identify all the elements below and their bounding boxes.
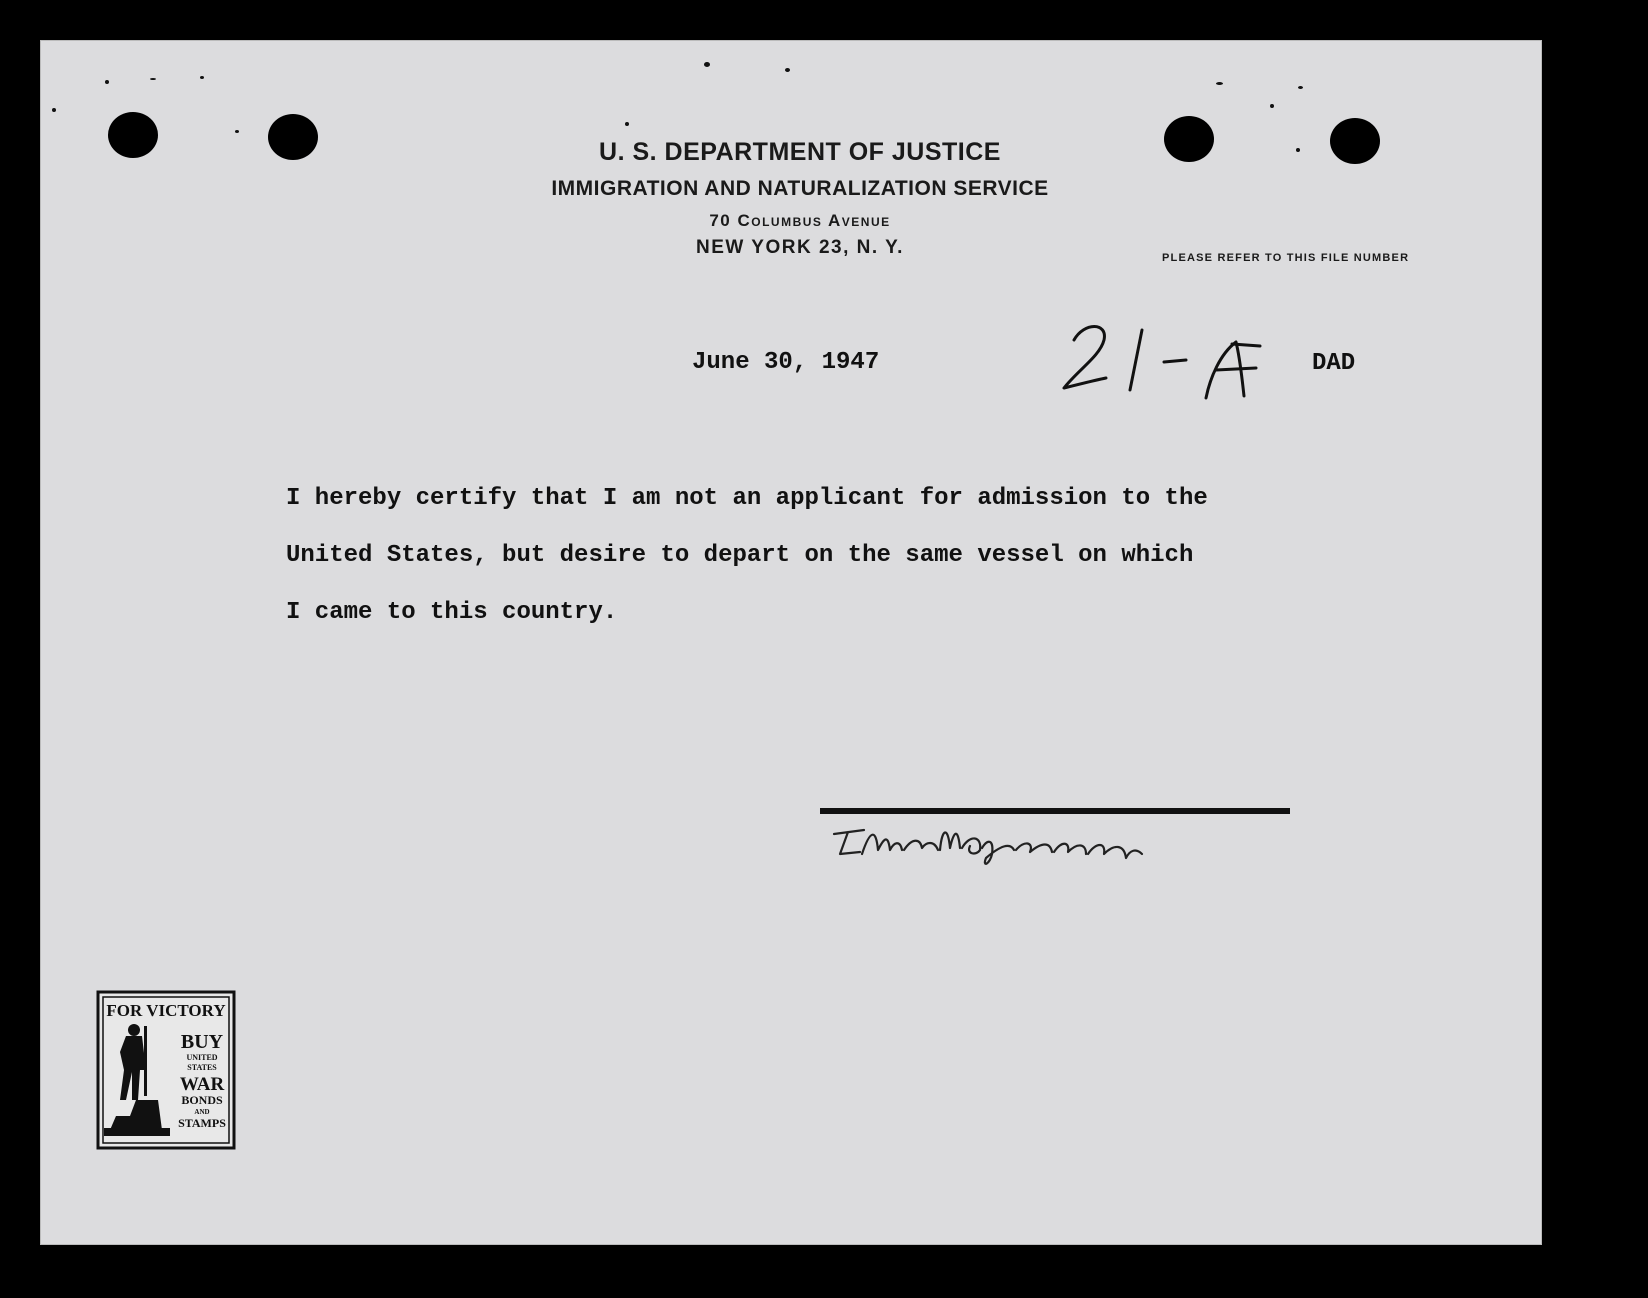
stamp-line-states: STATES (187, 1063, 217, 1072)
stamp-line-buy: BUY (180, 1031, 224, 1053)
speck (150, 78, 156, 80)
speck (1296, 148, 1300, 152)
letterhead-service: IMMIGRATION AND NATURALIZATION SERVICE (551, 177, 1049, 200)
speck (1298, 86, 1303, 89)
speck (704, 62, 710, 67)
handwritten-file-number (1060, 318, 1270, 408)
certification-line-1: I hereby certify that I am not an applicant for admission to the (286, 485, 1208, 512)
punch-hole-right-2 (1330, 118, 1380, 164)
signature-line (820, 808, 1290, 814)
typist-initials: DAD (1312, 350, 1356, 377)
speck (1270, 104, 1274, 108)
speck (235, 130, 239, 133)
punch-hole-left-1 (108, 112, 158, 158)
stamp-line-and: AND (194, 1108, 210, 1116)
certification-line-3: I came to this country. (286, 599, 618, 626)
war-bonds-stamp (96, 990, 236, 1150)
letterhead-city: NEW YORK 23, N. Y. (696, 237, 904, 258)
letterhead-street: 70 Columbus Avenue (709, 211, 891, 230)
file-reference-label: PLEASE REFER TO THIS FILE NUMBER (1162, 252, 1410, 264)
handwritten-signature (830, 820, 1160, 880)
punch-hole-left-2 (268, 114, 318, 160)
speck (200, 76, 204, 79)
speck (52, 108, 56, 112)
letter-date: June 30, 1947 (692, 349, 880, 376)
punch-hole-right-1 (1164, 116, 1214, 162)
stamp-line-bonds: BONDS (181, 1093, 223, 1107)
speck (1216, 82, 1223, 85)
stamp-line-war: WAR (179, 1074, 225, 1095)
stamp-line-united: UNITED (186, 1053, 218, 1062)
certification-text (286, 470, 1286, 641)
stamp-line-stamps: STAMPS (178, 1116, 226, 1130)
stamp-header: FOR VICTORY (106, 1001, 226, 1020)
speck (105, 80, 109, 84)
certification-line-2: United States, but desire to depart on the same vessel on which (286, 542, 1194, 569)
letterhead-department: U. S. DEPARTMENT OF JUSTICE (599, 138, 1001, 166)
speck (625, 122, 629, 126)
letterhead (480, 138, 1120, 259)
document-sheet (40, 40, 1542, 1245)
speck (785, 68, 790, 72)
